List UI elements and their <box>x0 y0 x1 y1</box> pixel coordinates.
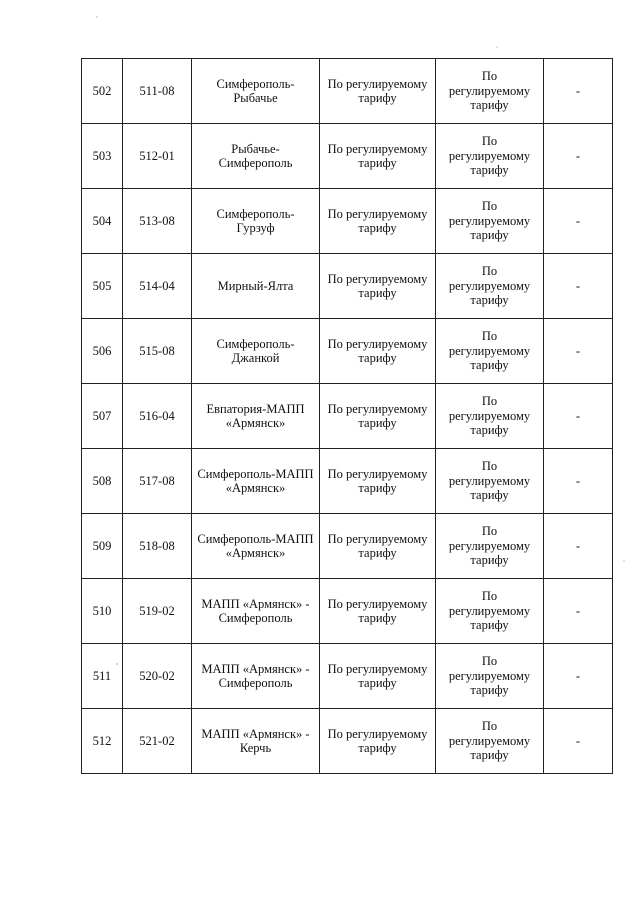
route-name-cell: Евпатория-МАПП «Армянск» <box>192 384 320 449</box>
note-cell: - <box>544 124 613 189</box>
tariff-cell: По регулируемому тарифу <box>436 124 544 189</box>
tariff-cell: По регулируемому тарифу <box>320 579 436 644</box>
note-cell: - <box>544 449 613 514</box>
route-code-cell: 511-08 <box>123 59 192 124</box>
tariff-cell: По регулируемому тарифу <box>320 644 436 709</box>
tariff-cell: По регулируемому тарифу <box>320 514 436 579</box>
routes-table-body <box>82 59 613 774</box>
scan-speck <box>623 560 625 562</box>
table-row <box>82 254 613 319</box>
note-cell: - <box>544 709 613 774</box>
row-number-cell: 505 <box>82 254 123 319</box>
tariff-cell: По регулируемому тарифу <box>436 514 544 579</box>
tariff-cell: По регулируемому тарифу <box>320 59 436 124</box>
row-number-cell: 509 <box>82 514 123 579</box>
note-cell: - <box>544 319 613 384</box>
row-number-cell: 507 <box>82 384 123 449</box>
table-row <box>82 514 613 579</box>
row-number-cell: 510 <box>82 579 123 644</box>
note-cell: - <box>544 644 613 709</box>
route-code-cell: 521-02 <box>123 709 192 774</box>
tariff-cell: По регулируемому тарифу <box>320 254 436 319</box>
tariff-cell: По регулируемому тарифу <box>320 384 436 449</box>
tariff-cell: По регулируемому тарифу <box>320 124 436 189</box>
row-number-cell: 502 <box>82 59 123 124</box>
tariff-cell: По регулируемому тарифу <box>436 384 544 449</box>
route-name-cell: МАПП «Армянск» - Симферополь <box>192 579 320 644</box>
scan-speck <box>96 16 98 18</box>
tariff-cell: По регулируемому тарифу <box>436 59 544 124</box>
route-name-cell: МАПП «Армянск» - Керчь <box>192 709 320 774</box>
tariff-cell: По регулируемому тарифу <box>436 709 544 774</box>
scan-speck <box>496 46 498 48</box>
row-number-cell: 508 <box>82 449 123 514</box>
note-cell: - <box>544 189 613 254</box>
table-row <box>82 189 613 254</box>
table-row <box>82 449 613 514</box>
route-code-cell: 518-08 <box>123 514 192 579</box>
tariff-cell: По регулируемому тарифу <box>436 189 544 254</box>
tariff-cell: По регулируемому тарифу <box>320 189 436 254</box>
note-cell: - <box>544 59 613 124</box>
row-number-cell: 503 <box>82 124 123 189</box>
route-name-cell: МАПП «Армянск» - Симферополь <box>192 644 320 709</box>
routes-table <box>81 58 613 774</box>
route-code-cell: 520-02 <box>123 644 192 709</box>
row-number-cell: 511 <box>82 644 123 709</box>
table-row <box>82 124 613 189</box>
route-code-cell: 512-01 <box>123 124 192 189</box>
row-number-cell: 506 <box>82 319 123 384</box>
route-name-cell: Симферополь- Джанкой <box>192 319 320 384</box>
row-number-cell: 504 <box>82 189 123 254</box>
route-code-cell: 516-04 <box>123 384 192 449</box>
route-name-cell: Рыбачье- Симферополь <box>192 124 320 189</box>
tariff-cell: По регулируемому тарифу <box>320 449 436 514</box>
table-row <box>82 319 613 384</box>
note-cell: - <box>544 384 613 449</box>
row-number-cell: 512 <box>82 709 123 774</box>
note-cell: - <box>544 579 613 644</box>
table-row <box>82 709 613 774</box>
route-name-cell: Симферополь- Гурзуф <box>192 189 320 254</box>
route-name-cell: Симферополь-МАПП «Армянск» <box>192 449 320 514</box>
route-name-cell: Мирный-Ялта <box>192 254 320 319</box>
table-row <box>82 644 613 709</box>
tariff-cell: По регулируемому тарифу <box>320 319 436 384</box>
route-name-cell: Симферополь- Рыбачье <box>192 59 320 124</box>
table-row <box>82 579 613 644</box>
tariff-cell: По регулируемому тарифу <box>436 319 544 384</box>
route-code-cell: 514-04 <box>123 254 192 319</box>
route-code-cell: 517-08 <box>123 449 192 514</box>
route-code-cell: 519-02 <box>123 579 192 644</box>
tariff-cell: По регулируемому тарифу <box>320 709 436 774</box>
table-row <box>82 59 613 124</box>
route-code-cell: 513-08 <box>123 189 192 254</box>
table-row <box>82 384 613 449</box>
tariff-cell: По регулируемому тарифу <box>436 644 544 709</box>
route-name-cell: Симферополь-МАПП «Армянск» <box>192 514 320 579</box>
note-cell: - <box>544 514 613 579</box>
tariff-cell: По регулируемому тарифу <box>436 449 544 514</box>
note-cell: - <box>544 254 613 319</box>
tariff-cell: По регулируемому тарифу <box>436 579 544 644</box>
tariff-cell: По регулируемому тарифу <box>436 254 544 319</box>
route-code-cell: 515-08 <box>123 319 192 384</box>
